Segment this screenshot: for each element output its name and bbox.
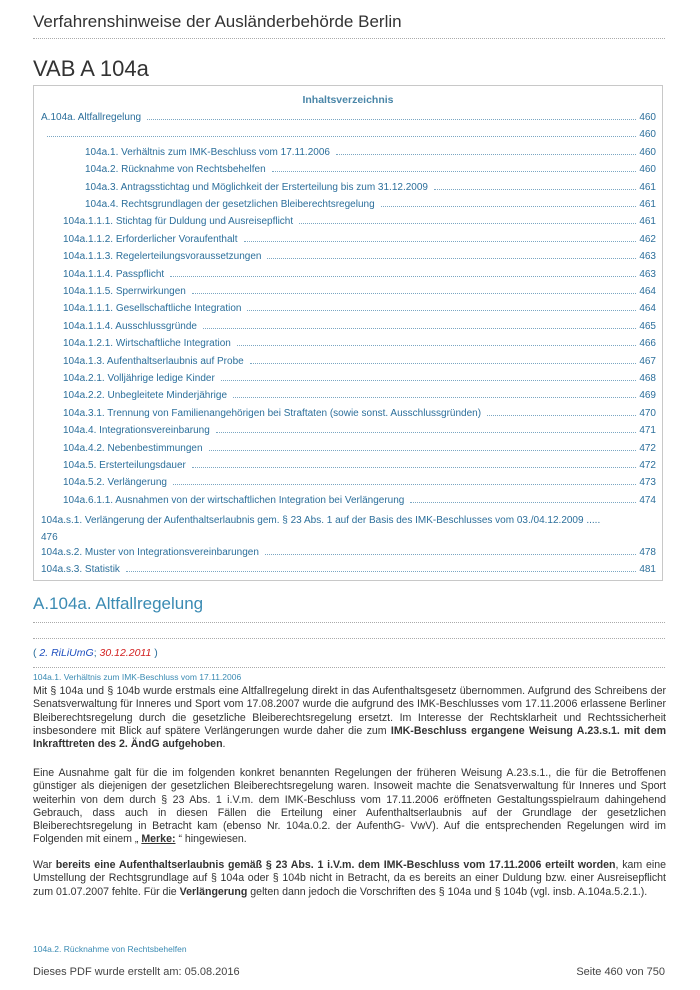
toc-entry[interactable]	[34, 408, 662, 425]
toc-leader-dots	[126, 564, 636, 572]
paragraph-2-end: “ hingewiesen.	[175, 833, 247, 846]
toc-entry[interactable]	[34, 425, 662, 442]
toc-leader-dots	[267, 251, 636, 259]
toc-entry[interactable]	[34, 477, 662, 494]
toc-entry[interactable]	[34, 129, 662, 146]
toc-entry-page: 471	[639, 425, 656, 437]
toc-entry-page: 467	[639, 355, 656, 367]
toc-entry-label: 104a.1.1.1. Stichtag für Duldung und Ausreisepflicht	[63, 216, 294, 228]
toc-entry-label: 104a.1.1.2. Erforderlicher Voraufenthalt	[63, 233, 238, 245]
toc-entry-label: 104a.2.2. Unbegleitete Minderjährige	[63, 390, 227, 402]
toc-entry[interactable]	[34, 495, 662, 512]
toc-entry-page: 472	[639, 460, 656, 471]
toc-entry[interactable]	[34, 547, 662, 564]
toc-entry-label: 104a.1.1.1. Gesellschaftliche Integration	[63, 303, 242, 315]
toc-entry-label: 104a.s.1. Verlängerung der Aufenthaltserlaubnis gem. § 23 Abs. 1 auf der Basis des IMK-Beschlusses vom 03./04.12.2009 .....	[41, 515, 601, 527]
toc-entry-label: 104a.1.1.5. Sperrwirkungen	[63, 286, 186, 297]
toc-entry-label: 104a.s.2. Muster von Integrationsvereinbarungen	[41, 546, 259, 558]
footer-page-number: Seite 460 von 750	[576, 966, 665, 978]
toc-leader-dots	[209, 443, 637, 451]
toc-entry[interactable]	[34, 460, 662, 477]
toc-entry-page: 469	[639, 390, 656, 402]
toc-entry-label: 104a.s.3. Statistik	[41, 564, 120, 576]
subsection-heading-1: 104a.1. Verhältnis zum IMK-Beschluss vom 17.11.2006	[33, 672, 242, 682]
toc-entry-page: 478	[639, 546, 656, 558]
toc-entry[interactable]	[34, 564, 662, 581]
toc-entry[interactable]	[34, 234, 662, 251]
toc-leader-dots	[170, 269, 636, 277]
toc-entry-page: 481	[639, 564, 656, 576]
toc-leader-dots	[237, 338, 636, 346]
toc-leader-dots	[47, 129, 636, 137]
toc-leader-dots	[192, 460, 636, 468]
paragraph-3-bold: bereits eine Aufenthaltserlaubnis gemäß § 23 Abs. 1 i.V.m. dem IMK-Beschluss vom 17.11.2006 erteilt worden	[55, 859, 616, 871]
toc-entry[interactable]	[34, 251, 662, 268]
toc-entry-label: 104a.1.1.3. Regelerteilungsvoraussetzungen	[63, 251, 262, 263]
toc-entry[interactable]	[34, 147, 662, 164]
toc-entry-label: 104a.4. Rechtsgrundlagen der gesetzlichen Bleiberechtsregelung	[85, 199, 375, 210]
toc-leader-dots	[147, 112, 636, 120]
toc-entry[interactable]	[34, 112, 662, 129]
citation-date: 30.12.2011	[99, 647, 152, 659]
toc-entry-label: 104a.1.1.4. Passpflicht	[63, 268, 165, 280]
toc-leader-dots	[434, 182, 636, 190]
toc-entry-page: 463	[639, 268, 656, 280]
toc-entry[interactable]	[34, 356, 662, 373]
toc-entry-label: 104a.1.1.4. Ausschlussgründe	[63, 320, 197, 332]
divider	[33, 667, 665, 668]
toc-entry-label: A.104a. Altfallregelung	[41, 112, 142, 123]
toc-leader-dots	[244, 234, 637, 242]
paragraph-1	[33, 685, 666, 751]
toc-entry-page: 460	[639, 129, 656, 141]
toc-entry-label: 104a.6.1.1. Ausnahmen von der wirtschaftlichen Integration bei Verlängerung	[63, 494, 405, 506]
toc-entry-page: 472	[639, 442, 656, 454]
paragraph-3-end: gelten dann jedoch die Vorschriften des § 104a und § 104b (vgl. insb. A.104a.5.2.1.).	[247, 885, 648, 898]
toc-entry-page: 463	[639, 251, 656, 263]
toc-leader-dots	[265, 547, 636, 555]
toc-entry[interactable]	[34, 338, 662, 355]
footer-created-date: Dieses PDF wurde erstellt am: 05.08.2016	[33, 966, 240, 978]
toc-leader-dots	[272, 164, 637, 172]
toc-entry-label: 104a.2.1. Volljährige ledige Kinder	[63, 373, 215, 384]
citation-source-link[interactable]: 2. RiLiUmG	[39, 647, 94, 659]
citation-separator: ;	[93, 647, 100, 659]
toc-leader-dots	[192, 286, 636, 294]
toc-entry-page: 464	[639, 303, 656, 315]
citation-open: (	[33, 647, 40, 659]
divider	[33, 638, 665, 639]
citation-close: )	[151, 647, 158, 659]
table-of-contents	[33, 85, 663, 581]
toc-entry-page: 474	[639, 494, 656, 506]
toc-entry[interactable]	[34, 512, 662, 546]
toc-leader-dots	[233, 390, 636, 398]
toc-entry-page: 470	[639, 407, 656, 419]
toc-entry[interactable]	[34, 269, 662, 286]
toc-leader-dots	[221, 373, 637, 381]
subsection-heading-2: 104a.2. Rücknahme von Rechtsbehelfen	[33, 944, 187, 954]
toc-entry-label: 104a.2. Rücknahme von Rechtsbehelfen	[85, 164, 266, 176]
running-title: Verfahrenshinweise der Ausländerbehörde Berlin	[33, 12, 402, 31]
toc-entry-page: 466	[639, 338, 656, 350]
toc-entry[interactable]	[34, 164, 662, 181]
paragraph-2	[33, 767, 666, 847]
toc-entry-page: 461	[639, 216, 656, 228]
toc-entry[interactable]	[34, 443, 662, 460]
toc-entry[interactable]	[34, 199, 662, 216]
toc-leader-dots	[173, 477, 636, 485]
paragraph-2-text: Eine Ausnahme galt für die im folgenden konkret benannten Regelungen der früheren Weisung A.23.s.1., die für die Betroffenen günstiger als diejenigen der gesetzlichen Bleiberechtsregelung waren. Insoweit machte die Senatsverwaltung für Inneres und Sport weiterhin von dem durch § 23 Abs. 1 i.V.m. dem IMK-Beschluss vom 17.11.2006 eröffneten Gestaltungsspielraum dahingehend Gebrauch, dass auch in diesen Fällen die Erteilung einer Aufenthaltserlaubnis auf der Grundlage der gesetzlichen Bleiberechtsregelung in Betracht kam (ebenso Nr. 104a.0.2. der AufenthG- VwV). Auf die entsprechenden Regelungen wird im Folgenden mit einem „	[33, 767, 666, 846]
paragraph-3-mid: , kam eine Umstellung der Rechtsgrundlage auf § 104a oder § 104b nicht in Betracht, da es bereits an einer Duldung bzw. einer Ausreisepflicht zum 01.07.2007 fehlte. Für die	[33, 859, 667, 898]
paragraph-1-end: .	[222, 738, 226, 751]
toc-entry-page: 465	[639, 320, 656, 332]
toc-entry-page: 473	[639, 477, 656, 489]
toc-entry-label: 104a.4.2. Nebenbestimmungen	[63, 442, 203, 454]
toc-entry[interactable]	[34, 373, 662, 390]
toc-leader-dots	[203, 321, 636, 329]
toc-leader-dots	[381, 199, 637, 207]
toc-entry-page: 460	[639, 112, 656, 123]
paragraph-3	[33, 859, 666, 899]
toc-entry-page: 464	[639, 286, 656, 297]
toc-leader-dots	[487, 408, 636, 416]
toc-entry-label: 104a.4. Integrationsvereinbarung	[63, 425, 210, 437]
toc-leader-dots	[299, 216, 636, 224]
toc-entry[interactable]	[34, 321, 662, 338]
toc-entry-page: 461	[639, 181, 656, 193]
toc-entry-page: 460	[639, 164, 656, 176]
toc-entry-label: 104a.1.3. Aufenthaltserlaubnis auf Probe	[63, 355, 244, 367]
toc-entry-page: 461	[639, 199, 656, 210]
toc-entry-page: 468	[639, 373, 656, 384]
toc-leader-dots	[250, 356, 637, 364]
paragraph-3-text: War	[33, 859, 56, 871]
toc-entry-label: 104a.1. Verhältnis zum IMK-Beschluss vom 17.11.2006	[85, 146, 330, 158]
toc-leader-dots	[336, 147, 636, 155]
section-title: A.104a. Altfallregelung	[33, 594, 204, 613]
toc-leader-dots	[410, 495, 636, 503]
toc-heading: Inhaltsverzeichnis	[302, 94, 394, 106]
merke-label: Merke:	[141, 833, 176, 846]
toc-entry[interactable]	[34, 216, 662, 233]
divider	[33, 622, 665, 623]
toc-leader-dots	[216, 425, 637, 433]
toc-entry-label: 104a.3. Antragsstichtag und Möglichkeit der Ersterteilung bis zum 31.12.2009	[85, 181, 428, 193]
paragraph-3-bold-2: Verlängerung	[179, 885, 248, 898]
toc-entry-page: 460	[639, 146, 656, 158]
running-header	[33, 12, 665, 39]
document-title: VAB A 104a	[33, 56, 149, 81]
toc-leader-dots	[247, 303, 636, 311]
toc-entry[interactable]	[34, 303, 662, 320]
toc-entry-label: 104a.5. Ersterteilungsdauer	[63, 460, 186, 471]
toc-entry[interactable]	[34, 182, 662, 199]
toc-entry-page: 476	[41, 532, 58, 544]
paragraph-1-bold: IMK-Beschluss ergangene Weisung A.23.s.1. mit dem Inkrafttreten des 2. ÄndG aufgehoben	[33, 724, 667, 751]
toc-entry-page: 462	[639, 233, 656, 245]
citation	[33, 647, 158, 659]
toc-entry[interactable]	[34, 286, 662, 303]
toc-entry-label: 104a.3.1. Trennung von Familienangehörigen bei Straftaten (sowie sonst. Ausschlussgründen)	[63, 407, 482, 419]
toc-entry-label: 104a.1.2.1. Wirtschaftliche Integration	[63, 338, 231, 350]
paragraph-1-text: Mit § 104a und § 104b wurde erstmals eine Altfallregelung direkt in das Aufenthaltsgesetz übernommen. Aufgrund des Schreibens der Senatsverwaltung für Inneres und Sport vom 17.08.2007 wurde die aufgrund des IMK-Beschlusses vom 17.11.2006 erlassene Berliner Bleiberechtsregelung durch die gesetzliche Bleiberechtsregelung ersetzt. Im Interesse der Rechtsklarheit und Rechtssicherheit insbesondere mit Blick auf spätere Verlängerungen wurde daher die zum	[33, 685, 666, 737]
toc-entry-label: 104a.5.2. Verlängerung	[63, 477, 167, 489]
toc-entry[interactable]	[34, 390, 662, 407]
